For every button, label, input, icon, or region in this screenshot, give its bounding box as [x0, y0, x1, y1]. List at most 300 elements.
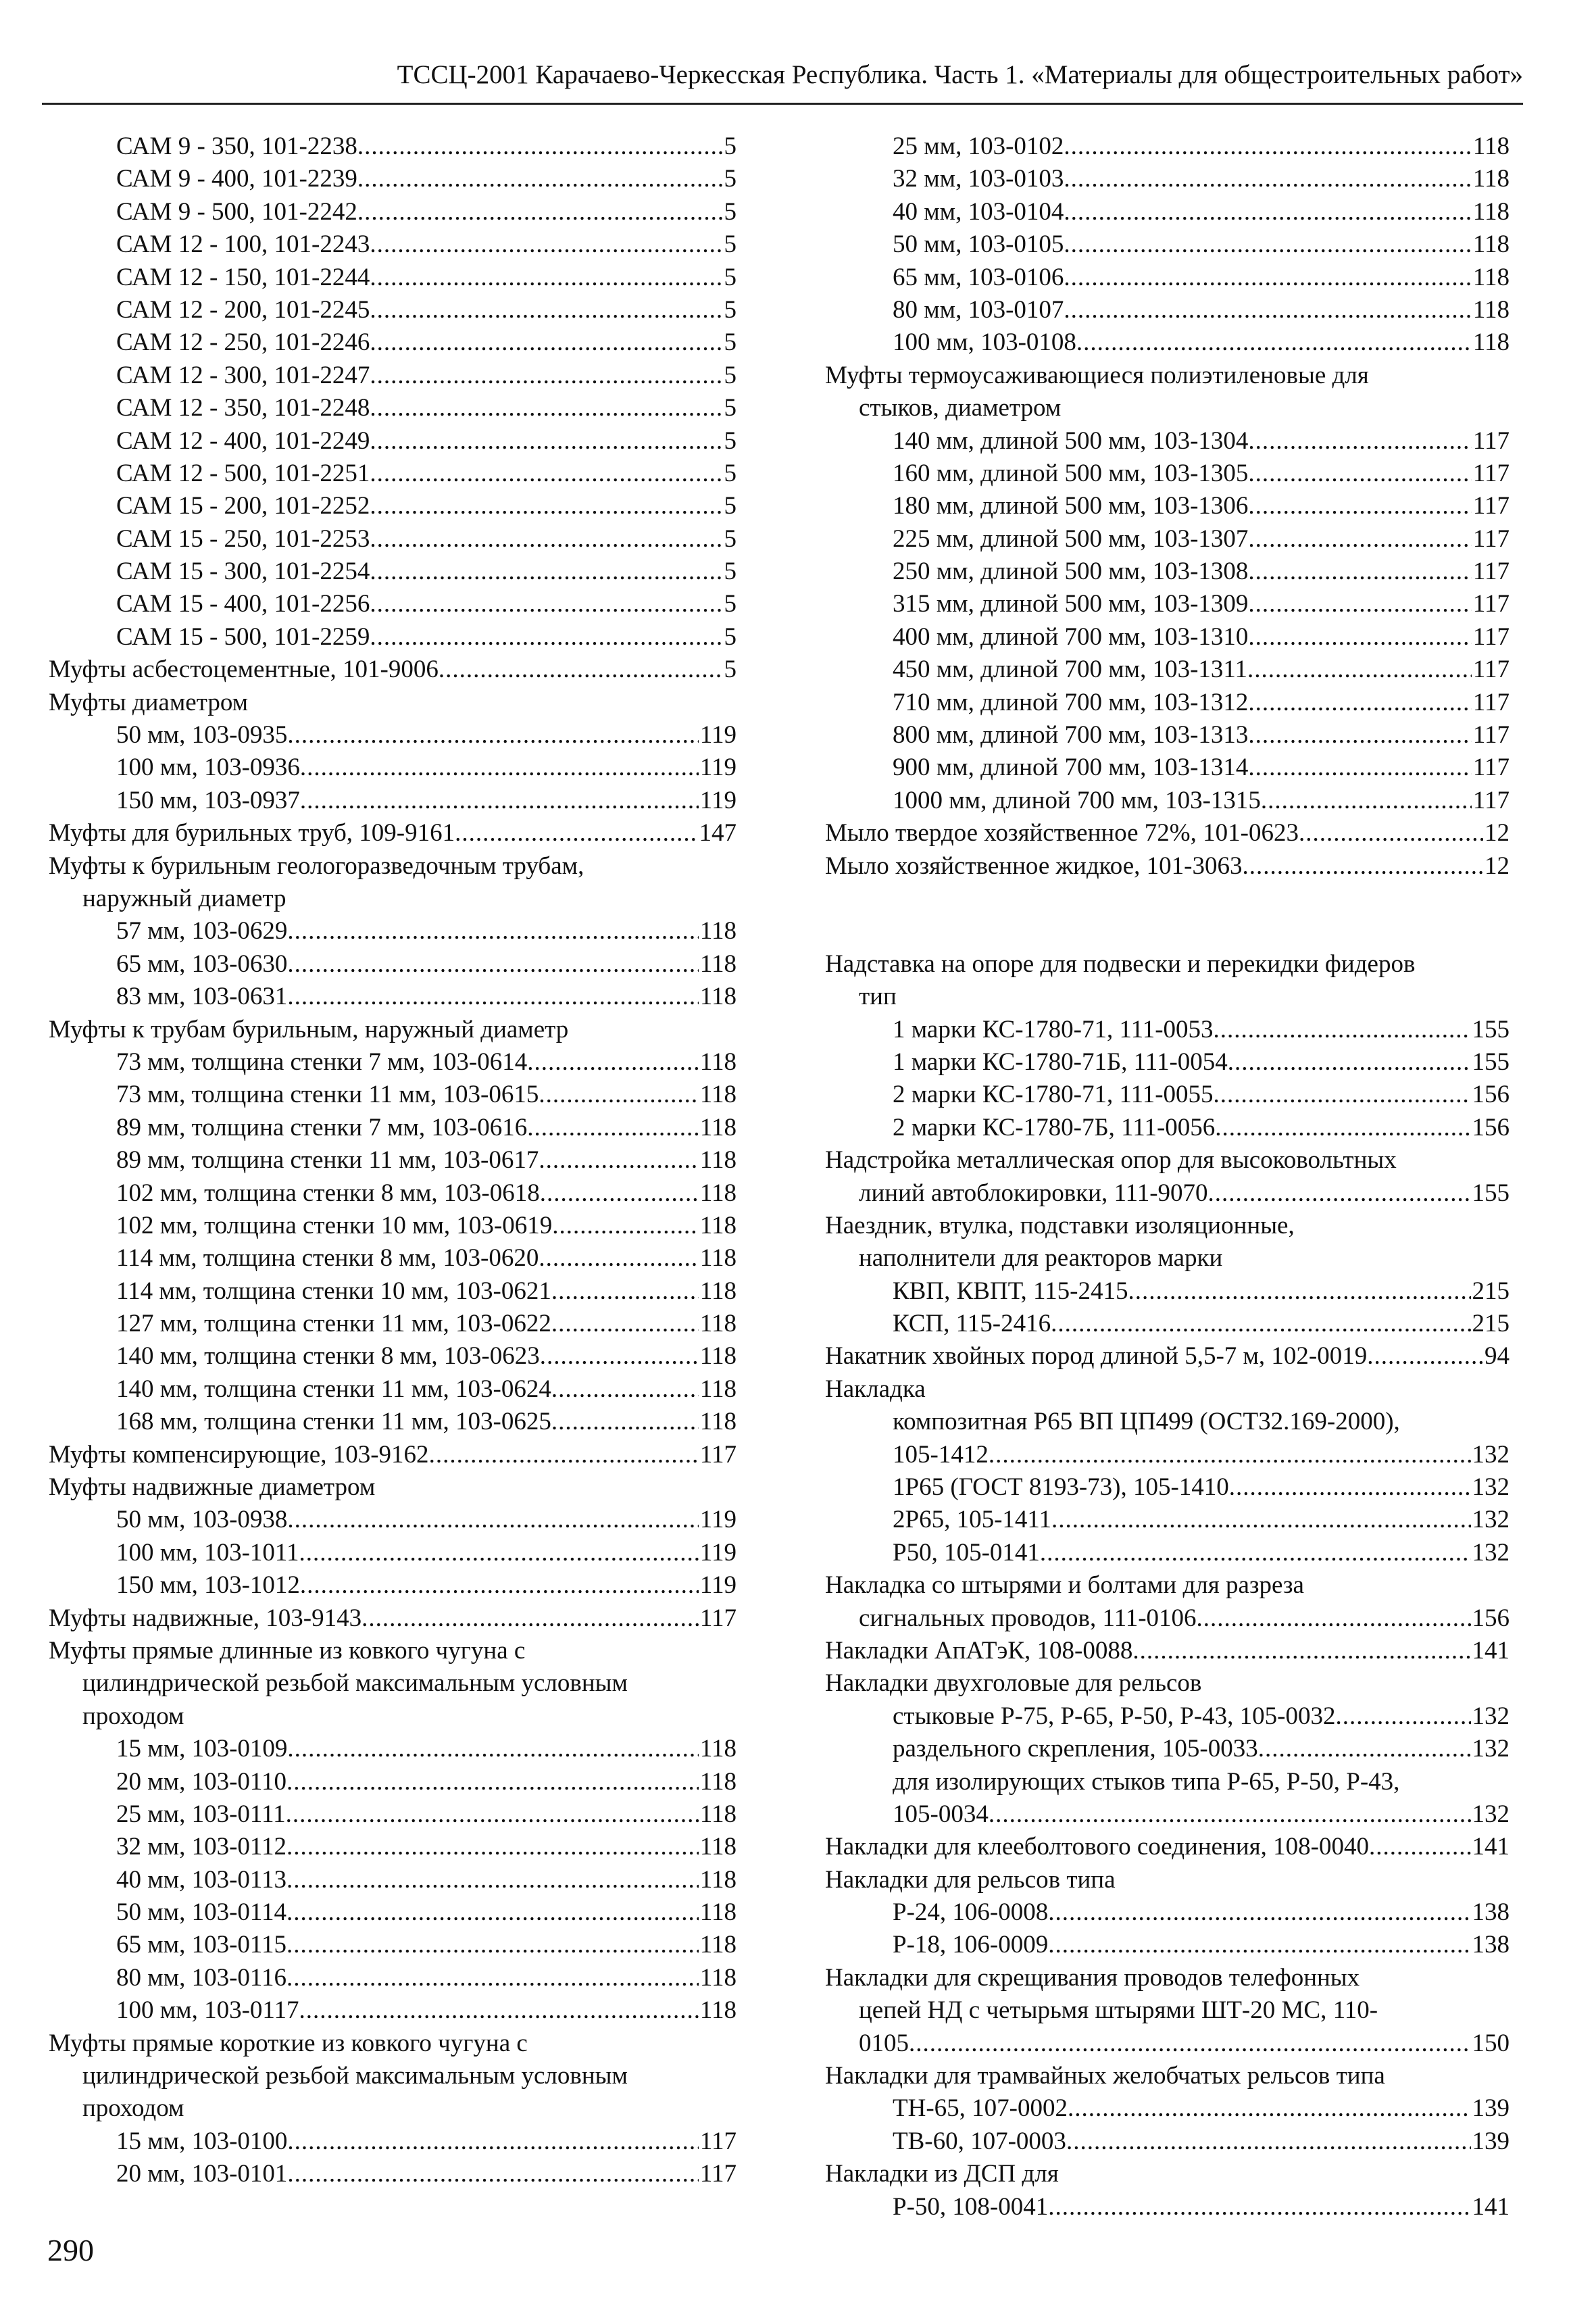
- entry-label: 1 марки КС-1780-71Б, 111-0054: [893, 1048, 1228, 1076]
- dot-leader: [1248, 556, 1471, 588]
- entry-page-number: 5: [724, 492, 737, 520]
- entry-page-number: 132: [1472, 1702, 1510, 1730]
- dot-leader: [1248, 523, 1471, 556]
- index-entry: [825, 2092, 1510, 2125]
- entry-page-number: 132: [1472, 1735, 1510, 1763]
- index-entry: [825, 1046, 1510, 1079]
- entry-page-number: 5: [724, 622, 737, 651]
- dot-leader: [370, 360, 722, 392]
- index-entry: [49, 915, 737, 947]
- entry-label: 80 мм, 103-0107: [893, 295, 1064, 324]
- index-entry: [49, 850, 737, 883]
- entry-label: САМ 12 - 100, 101-2243: [116, 230, 370, 259]
- dot-leader: [1248, 687, 1471, 719]
- entry-page-number: 119: [699, 1571, 737, 1600]
- entry-label: 25 мм, 103-0102: [893, 132, 1064, 160]
- blank-line: [825, 883, 1510, 915]
- index-entry: [825, 1144, 1510, 1177]
- entry-label: Накладка со штырями и болтами для разреза: [825, 1571, 1304, 1600]
- entry-label: 140 мм, длиной 500 мм, 103-1304: [893, 426, 1249, 455]
- index-entry: [49, 1471, 737, 1504]
- entry-page-number: 118: [699, 1342, 737, 1371]
- entry-label: композитная Р65 ВП ЦП499 (ОСТ32.169-2000),: [893, 1408, 1400, 1436]
- entry-label: 900 мм, длиной 700 мм, 103-1314: [893, 754, 1249, 782]
- dot-leader: [1299, 817, 1483, 850]
- entry-page-number: 215: [1472, 1277, 1510, 1305]
- entry-page-number: 132: [1472, 1538, 1510, 1567]
- dot-leader: [1248, 719, 1471, 752]
- index-entry: [49, 1766, 737, 1798]
- entry-page-number: 118: [1472, 328, 1510, 357]
- entry-label: 114 мм, толщина стенки 8 мм, 103-0620: [116, 1244, 539, 1273]
- index-entry: [49, 752, 737, 784]
- dot-leader: [439, 654, 723, 686]
- index-entry: [825, 360, 1510, 392]
- entry-page-number: 118: [699, 917, 737, 945]
- entry-label: Накладки для рельсов типа: [825, 1865, 1116, 1894]
- entry-label: цилиндрической резьбой максимальным условным: [82, 2062, 628, 2090]
- index-entry: [49, 1340, 737, 1373]
- dot-leader: [370, 621, 722, 654]
- dot-leader: [361, 1602, 699, 1635]
- dot-leader: [1064, 163, 1471, 195]
- entry-label: 105-0034: [893, 1800, 989, 1828]
- index-entry: [825, 1014, 1510, 1046]
- entry-label: 89 мм, толщина стенки 7 мм, 103-0616: [116, 1113, 528, 1141]
- dot-leader: [539, 1079, 698, 1111]
- entry-label: 450 мм, длиной 700 мм, 103-1311: [893, 656, 1248, 684]
- dot-leader: [1040, 1537, 1471, 1569]
- entry-page-number: 118: [699, 1244, 737, 1273]
- index-entry: [825, 1308, 1510, 1340]
- dot-leader: [357, 130, 723, 163]
- dot-leader: [551, 1406, 699, 1438]
- index-column-right: [825, 130, 1510, 2223]
- dot-leader: [357, 163, 723, 195]
- dot-leader: [299, 1537, 699, 1569]
- entry-label: САМ 12 - 250, 101-2246: [116, 328, 370, 357]
- index-entry: [825, 163, 1510, 195]
- index-entry: [49, 1962, 737, 1994]
- entry-page-number: 118: [699, 1800, 737, 1828]
- entry-label: 83 мм, 103-0631: [116, 983, 288, 1011]
- dot-leader: [429, 1439, 699, 1471]
- entry-label: 150 мм, 103-1012: [116, 1571, 300, 1600]
- entry-page-number: 118: [699, 1048, 737, 1076]
- entry-page-number: 155: [1472, 1015, 1510, 1043]
- entry-page-number: 156: [1472, 1081, 1510, 1109]
- dot-leader: [286, 1766, 699, 1798]
- entry-page-number: 138: [1472, 1898, 1510, 1927]
- entry-page-number: 5: [724, 263, 737, 291]
- entry-page-number: 117: [699, 2127, 737, 2155]
- index-entry: [825, 228, 1510, 261]
- dot-leader: [1048, 1929, 1470, 1961]
- entry-label: САМ 15 - 500, 101-2259: [116, 622, 370, 651]
- index-entry: [49, 294, 737, 326]
- entry-label: цилиндрической резьбой максимальным условным: [82, 1669, 628, 1698]
- entry-label: 73 мм, толщина стенки 11 мм, 103-0615: [116, 1081, 539, 1109]
- index-entry: [49, 490, 737, 522]
- dot-leader: [1132, 1635, 1470, 1667]
- index-entry: [825, 1733, 1510, 1765]
- entry-label: стыков, диаметром: [859, 394, 1062, 422]
- index-entry: [49, 1569, 737, 1602]
- dot-leader: [1064, 196, 1471, 228]
- entry-label: КВП, КВПТ, 115-2415: [893, 1277, 1128, 1305]
- index-entry: [49, 1733, 737, 1765]
- dot-leader: [1064, 294, 1471, 326]
- dot-leader: [1242, 850, 1483, 883]
- entry-page-number: 119: [699, 786, 737, 814]
- index-entry: [49, 2060, 737, 2092]
- index-entry: [49, 654, 737, 686]
- entry-label: Надставка на опоре для подвески и перекидки фидеров: [825, 950, 1416, 978]
- entry-page-number: 118: [699, 1996, 737, 2025]
- entry-label: Надстройка металлическая опор для высоковольтных: [825, 1146, 1397, 1175]
- entry-page-number: 119: [699, 1538, 737, 1567]
- index-entry: [825, 654, 1510, 686]
- dot-leader: [1335, 1700, 1470, 1733]
- entry-label: наружный диаметр: [82, 884, 286, 912]
- index-entry: [49, 262, 737, 294]
- dot-leader: [287, 981, 698, 1013]
- index-entry: [49, 1504, 737, 1536]
- dot-leader: [1367, 1340, 1483, 1373]
- entry-page-number: 117: [1472, 558, 1510, 586]
- index-entry: [825, 1471, 1510, 1504]
- entry-label: Муфты надвижные, 103-9143: [49, 1604, 362, 1632]
- entry-label: 250 мм, длиной 500 мм, 103-1308: [893, 558, 1249, 586]
- entry-label: 65 мм, 103-0630: [116, 950, 288, 978]
- index-entry: [49, 392, 737, 424]
- entry-label: 50 мм, 103-0114: [116, 1898, 287, 1927]
- index-entry: [825, 1864, 1510, 1896]
- entry-label: 0105: [859, 2029, 909, 2057]
- dot-leader: [1248, 458, 1471, 490]
- index-entry: [825, 294, 1510, 326]
- entry-page-number: 118: [699, 1113, 737, 1141]
- index-entry: [825, 1831, 1510, 1863]
- dot-leader: [540, 1340, 699, 1373]
- index-entry: [49, 719, 737, 752]
- index-entry: [825, 490, 1510, 522]
- dot-leader: [1048, 2191, 1470, 2223]
- entry-label: 20 мм, 103-0101: [116, 2160, 288, 2188]
- index-entry: [825, 2060, 1510, 2092]
- entry-page-number: 118: [699, 1375, 737, 1403]
- index-entry: [825, 687, 1510, 719]
- dot-leader: [1051, 1308, 1470, 1340]
- entry-page-number: 117: [1472, 426, 1510, 455]
- index-entry: [49, 1896, 737, 1929]
- dot-leader: [286, 1896, 699, 1929]
- dot-leader: [1064, 228, 1471, 261]
- entry-label: 400 мм, длиной 700 мм, 103-1310: [893, 622, 1249, 651]
- entry-label: Муфты термоусаживающиеся полиэтиленовые для: [825, 361, 1369, 389]
- entry-page-number: 215: [1472, 1310, 1510, 1338]
- dot-leader: [1064, 262, 1471, 294]
- entry-label: проходом: [82, 1702, 184, 1730]
- index-entry: [49, 2092, 737, 2125]
- entry-page-number: 118: [699, 1735, 737, 1763]
- entry-page-number: 5: [724, 230, 737, 259]
- entry-page-number: 117: [699, 1440, 737, 1469]
- index-entry: [825, 948, 1510, 981]
- entry-page-number: 139: [1472, 2094, 1510, 2123]
- index-entry: [49, 1929, 737, 1961]
- index-entry: [49, 1373, 737, 1406]
- entry-page-number: 118: [699, 1408, 737, 1436]
- index-entry: [49, 1864, 737, 1896]
- entry-label: 800 мм, длиной 700 мм, 103-1313: [893, 721, 1249, 749]
- index-entry: [825, 2027, 1510, 2060]
- index-entry: [825, 850, 1510, 883]
- index-entry: [825, 1896, 1510, 1929]
- entry-page-number: 141: [1472, 2192, 1510, 2221]
- index-entry: [825, 1340, 1510, 1373]
- index-entry: [825, 1112, 1510, 1144]
- entry-page-number: 117: [1472, 656, 1510, 684]
- dot-leader: [1048, 1896, 1470, 1929]
- dot-leader: [286, 1962, 699, 1994]
- entry-label: 160 мм, длиной 500 мм, 103-1305: [893, 459, 1249, 487]
- entry-label: 150 мм, 103-0937: [116, 786, 300, 814]
- dot-leader: [370, 556, 722, 588]
- dot-leader: [1248, 425, 1471, 458]
- entry-page-number: 5: [724, 426, 737, 455]
- index-entry: [49, 425, 737, 458]
- entry-page-number: 132: [1472, 1440, 1510, 1469]
- dot-leader: [539, 1242, 698, 1275]
- entry-page-number: 118: [699, 950, 737, 978]
- entry-label: Муфты асбестоцементные, 101-9006: [49, 656, 439, 684]
- entry-page-number: 119: [699, 1506, 737, 1534]
- entry-label: 114 мм, толщина стенки 10 мм, 103-0621: [116, 1277, 551, 1305]
- entry-label: Наездник, втулка, подставки изоляционные,: [825, 1211, 1295, 1239]
- entry-label: 89 мм, толщина стенки 11 мм, 103-0617: [116, 1146, 539, 1175]
- index-entry: [825, 130, 1510, 163]
- index-entry: [825, 588, 1510, 620]
- entry-label: САМ 12 - 500, 101-2251: [116, 459, 370, 487]
- index-entry: [825, 1635, 1510, 1667]
- dot-leader: [300, 1569, 699, 1602]
- page-number: 290: [47, 2233, 94, 2267]
- entry-page-number: 118: [1472, 165, 1510, 193]
- dot-leader: [455, 817, 697, 850]
- entry-label: 100 мм, 103-1011: [116, 1538, 299, 1567]
- entry-page-number: 118: [699, 1865, 737, 1894]
- dot-leader: [539, 1144, 698, 1177]
- entry-label: САМ 15 - 300, 101-2254: [116, 558, 370, 586]
- entry-page-number: 118: [699, 1833, 737, 1861]
- index-entry: [825, 326, 1510, 359]
- index-entry: [825, 1177, 1510, 1210]
- dot-leader: [527, 1112, 699, 1144]
- entry-label: 57 мм, 103-0629: [116, 917, 288, 945]
- entry-label: 315 мм, длиной 500 мм, 103-1309: [893, 590, 1249, 618]
- entry-label: Р-18, 106-0009: [893, 1931, 1049, 1959]
- index-entry: [825, 556, 1510, 588]
- index-entry: [49, 1831, 737, 1863]
- entry-label: 50 мм, 103-0105: [893, 230, 1064, 259]
- entry-page-number: 12: [1485, 852, 1510, 880]
- entry-label: САМ 9 - 350, 101-2238: [116, 132, 357, 160]
- index-entry: [49, 360, 737, 392]
- entry-label: САМ 12 - 150, 101-2244: [116, 263, 370, 291]
- dot-leader: [299, 1994, 699, 2027]
- entry-label: Муфты диаметром: [49, 688, 249, 716]
- entry-page-number: 118: [699, 1767, 737, 1796]
- entry-page-number: 5: [724, 197, 737, 226]
- entry-label: 168 мм, толщина стенки 11 мм, 103-0625: [116, 1408, 551, 1436]
- entry-label: 225 мм, длиной 500 мм, 103-1307: [893, 524, 1249, 553]
- index-entry: [49, 883, 737, 915]
- entry-label: Муфты прямые короткие из ковкого чугуна с: [49, 2029, 528, 2057]
- entry-label: САМ 12 - 400, 101-2249: [116, 426, 370, 455]
- index-entry: [825, 1798, 1510, 1831]
- dot-leader: [357, 196, 723, 228]
- index-entry: [49, 326, 737, 359]
- entry-label: ТВ-60, 107-0003: [893, 2127, 1066, 2155]
- dot-leader: [552, 1210, 699, 1242]
- index-entry: [49, 1046, 737, 1079]
- index-column-left: [49, 130, 737, 2191]
- entry-label: 100 мм, 103-0108: [893, 328, 1076, 357]
- entry-page-number: 141: [1472, 1636, 1510, 1665]
- index-entry: [49, 621, 737, 654]
- entry-label: Накладки для клееболтового соединения, 108-0040: [825, 1833, 1370, 1861]
- index-entry: [49, 556, 737, 588]
- entry-label: стыковые Р-75, Р-65, Р-50, Р-43, 105-0032: [893, 1702, 1336, 1730]
- entry-page-number: 117: [699, 1604, 737, 1632]
- index-entry: [825, 1275, 1510, 1308]
- index-entry: [49, 163, 737, 195]
- entry-label: 127 мм, толщина стенки 11 мм, 103-0622: [116, 1310, 551, 1338]
- entry-page-number: 12: [1485, 819, 1510, 847]
- index-entry: [49, 817, 737, 850]
- dot-leader: [1066, 2125, 1471, 2158]
- index-entry: [825, 1962, 1510, 1994]
- dot-leader: [300, 752, 699, 784]
- index-entry: [49, 1635, 737, 1667]
- entry-label: 140 мм, толщина стенки 11 мм, 103-0624: [116, 1375, 551, 1403]
- entry-label: Накладки для трамвайных желобчатых рельсов типа: [825, 2062, 1385, 2090]
- dot-leader: [286, 1864, 699, 1896]
- entry-page-number: 139: [1472, 2127, 1510, 2155]
- entry-page-number: 118: [699, 1146, 737, 1175]
- dot-leader: [1229, 1471, 1471, 1504]
- index-entry: [825, 1766, 1510, 1798]
- index-entry: [49, 588, 737, 620]
- dot-leader: [370, 523, 722, 556]
- entry-label: Муфты для бурильных труб, 109-9161: [49, 819, 455, 847]
- index-entry: [49, 196, 737, 228]
- dot-leader: [1261, 785, 1472, 817]
- index-entry: [49, 1994, 737, 2027]
- entry-label: 1Р65 (ГОСТ 8193-73), 105-1410: [893, 1473, 1229, 1502]
- entry-label: Р-24, 106-0008: [893, 1898, 1049, 1927]
- dot-leader: [1228, 1046, 1471, 1079]
- index-entry: [49, 1537, 737, 1569]
- entry-label: раздельного скрепления, 105-0033: [893, 1735, 1258, 1763]
- entry-label: САМ 12 - 350, 101-2248: [116, 394, 370, 422]
- entry-label: САМ 15 - 200, 101-2252: [116, 492, 370, 520]
- entry-label: 40 мм, 103-0104: [893, 197, 1064, 226]
- dot-leader: [1214, 1014, 1471, 1046]
- dot-leader: [1247, 654, 1472, 686]
- index-entry: [825, 1602, 1510, 1635]
- entry-page-number: 132: [1472, 1473, 1510, 1502]
- entry-label: Накладки для скрещивания проводов телефонных: [825, 1963, 1360, 1992]
- entry-page-number: 5: [724, 656, 737, 684]
- index-entry: [825, 1439, 1510, 1471]
- dot-leader: [551, 1275, 699, 1308]
- entry-page-number: 118: [1472, 263, 1510, 291]
- dot-leader: [370, 490, 722, 522]
- entry-label: 2Р65, 105-1411: [893, 1506, 1052, 1534]
- entry-label: КСП, 115-2416: [893, 1310, 1051, 1338]
- entry-label: САМ 15 - 250, 101-2253: [116, 524, 370, 553]
- dot-leader: [370, 425, 722, 458]
- dot-leader: [1051, 1504, 1470, 1536]
- index-entry: [825, 1210, 1510, 1242]
- entry-page-number: 5: [724, 459, 737, 487]
- entry-page-number: 94: [1485, 1342, 1510, 1371]
- entry-label: 15 мм, 103-0100: [116, 2127, 288, 2155]
- entry-page-number: 118: [699, 1931, 737, 1959]
- entry-label: Накладка: [825, 1375, 926, 1403]
- index-entry: [825, 196, 1510, 228]
- entry-page-number: 117: [1472, 688, 1510, 716]
- entry-label: Мыло хозяйственное жидкое, 101-3063: [825, 852, 1243, 880]
- entry-label: 20 мм, 103-0110: [116, 1767, 287, 1796]
- entry-label: 140 мм, толщина стенки 8 мм, 103-0623: [116, 1342, 540, 1371]
- index-entry: [825, 1504, 1510, 1536]
- index-entry: [825, 785, 1510, 817]
- entry-label: проходом: [82, 2094, 184, 2123]
- index-entry: [49, 1798, 737, 1831]
- entry-label: Муфты к трубам бурильным, наружный диаметр: [49, 1015, 569, 1043]
- entry-page-number: 118: [699, 1211, 737, 1239]
- entry-label: 2 марки КС-1780-71, 111-0055: [893, 1081, 1214, 1109]
- index-entry: [49, 2125, 737, 2158]
- dot-leader: [287, 2125, 698, 2158]
- dot-leader: [287, 1504, 698, 1536]
- entry-page-number: 117: [1472, 721, 1510, 749]
- dot-leader: [286, 1831, 699, 1863]
- entry-label: Муфты к бурильным геологоразведочным трубам,: [49, 852, 584, 880]
- index-entry: [825, 621, 1510, 654]
- entry-label: 80 мм, 103-0116: [116, 1963, 287, 1992]
- entry-page-number: 5: [724, 361, 737, 389]
- dot-leader: [300, 785, 699, 817]
- entry-label: 32 мм, 103-0112: [116, 1833, 287, 1861]
- dot-leader: [1215, 1112, 1470, 1144]
- entry-label: тип: [859, 983, 897, 1011]
- entry-label: Муфты компенсирующие, 103-9162: [49, 1440, 429, 1469]
- dot-leader: [1248, 490, 1471, 522]
- entry-label: цепей НД с четырьмя штырями ШТ-20 МС, 110-: [859, 1996, 1378, 2025]
- entry-page-number: 118: [1472, 230, 1510, 259]
- index-entry: [49, 948, 737, 981]
- dot-leader: [989, 1798, 1471, 1831]
- index-entry: [49, 458, 737, 490]
- entry-label: 65 мм, 103-0115: [116, 1931, 287, 1959]
- entry-page-number: 156: [1472, 1113, 1510, 1141]
- entry-label: 102 мм, толщина стенки 10 мм, 103-0619: [116, 1211, 553, 1239]
- dot-leader: [370, 588, 722, 620]
